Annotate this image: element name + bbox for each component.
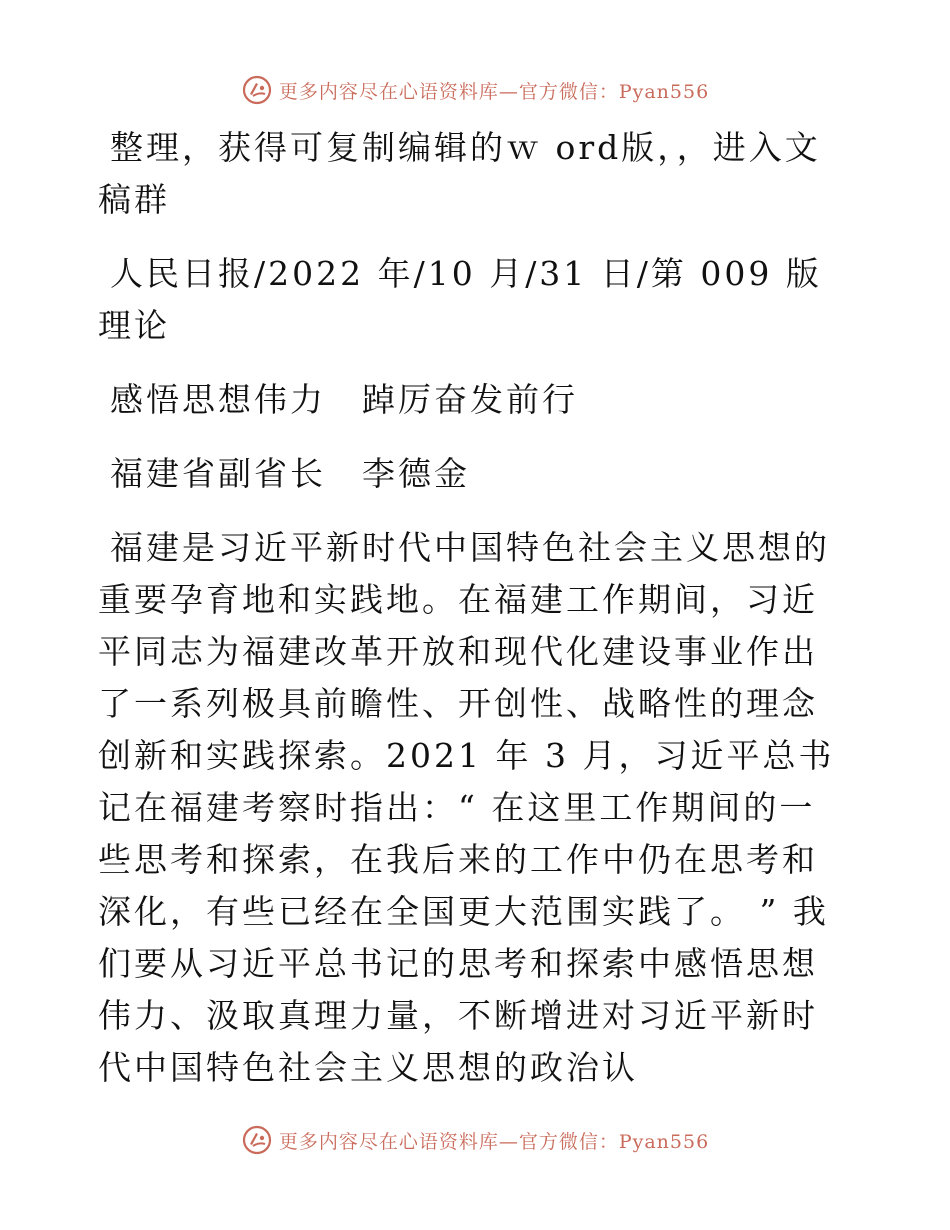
intro-line: 整理，获得可复制编辑的ｗ ord版，，进入文稿群 [98, 128, 821, 219]
article-title: 感悟思想伟力 踔厉奋发前行 [110, 380, 578, 419]
book-pen-logo-icon [241, 74, 273, 106]
header-banner-text: 更多内容尽在心语资料库—官方微信：Pyan556 [278, 80, 710, 103]
document-body [98, 122, 850, 1094]
header-watermark-banner [0, 70, 950, 110]
footer-watermark-banner [0, 1120, 950, 1160]
body-paragraph: 福建是习近平新时代中国特色社会主义思想的重要孕育地和实践地。在福建工作期间，习近平同志为福建改革开放和现代化建设事业作出了一系列极具前瞻性、开创性、战略性的理念创新和实践探索。2021 年 3 月，习近平总书记在福建考察时指出：“ 在这里工作期间的一些思考和探索，在我后来的工作中仍在思考和深化，有些已经在全国更大范围实践了。 ” 我们要从习近平总书记的思考和探索中感悟思想伟力、汲取真理力量，不断增进对习近平新时代中国特色社会主义思想的政治认 [98, 528, 835, 1087]
footer-banner-text: 更多内容尽在心语资料库—官方微信：Pyan556 [278, 1130, 710, 1153]
book-pen-logo-icon [241, 1124, 273, 1156]
author-line: 福建省副省长 李德金 [110, 454, 470, 493]
source-line: 人民日报/2022 年/10 月/31 日/第 009 版理论 [98, 254, 822, 345]
